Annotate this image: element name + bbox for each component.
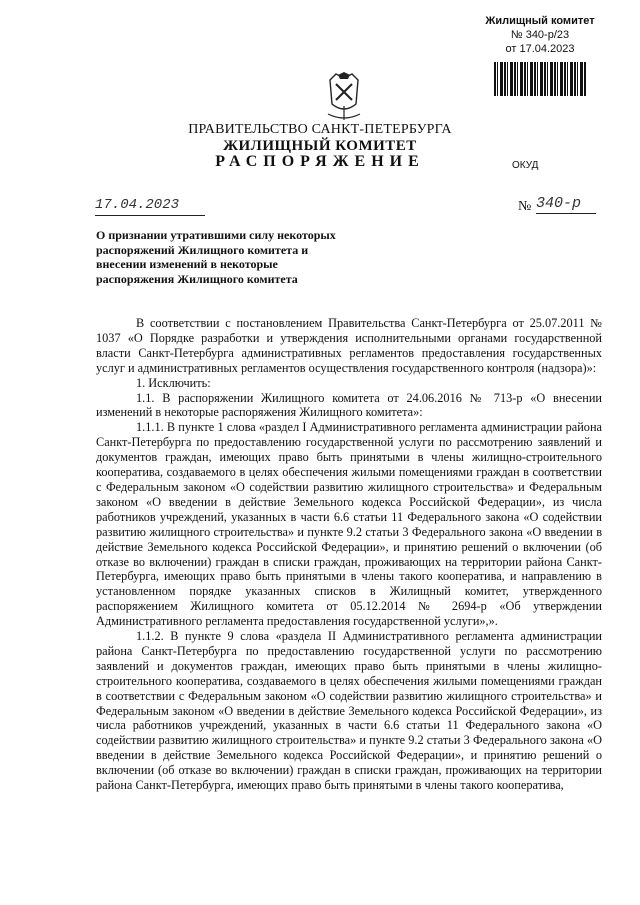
committee-heading: ЖИЛИЩНЫЙ КОМИТЕТ	[223, 138, 417, 154]
document-title: О признании утратившими силу некоторых распоряжений Жилищного комитета и внесении изменений в некоторые распоряжения Жилищного комитета	[96, 228, 336, 286]
coat-of-arms-emblem	[322, 70, 366, 124]
barcode	[494, 62, 586, 96]
document-type-heading: РАСПОРЯЖЕНИЕ	[215, 153, 425, 170]
item-1: 1. Исключить:	[136, 375, 211, 390]
number-label: №	[518, 199, 532, 214]
document-date: 17.04.2023	[95, 197, 205, 216]
okud-label: ОКУД	[512, 160, 539, 171]
stamp-number: № 340-р/23	[510, 29, 570, 41]
government-heading: ПРАВИТЕЛЬСТВО САНКТ-ПЕТЕРБУРГА	[188, 122, 452, 137]
item-1-1-2: 1.1.2. В пункте 9 слова «раздела II Административного регламента администрации района Санкт-Петербурга по предоставлению государственной услуги по рассмотрению заявлений и документов граждан, имеющих право быть принятыми в члены жилищно-строительного кооператива, создаваемого в целях обеспечения жилыми помещениями граждан в соответствии с Федеральным законом «О содействии развитию жилищного строительства» и Федеральным законом «О введении в действие Земельного кодекса Российской Федерации», из числа работников учреждений, указанных в части 6.6 статьи 11 Федерального закона «О содействии развитию жилищного строительства» и пункте 9.2 статьи 3 Федерального закона «О введении в действие Земельного кодекса Российской Федерации», и принятию решений о включении (об отказе во включении) граждан в списки граждан, проживающих на территории района Санкт-Петербурга, имеющих право быть принятыми в члены такого кооператива,	[96, 629, 602, 793]
stamp-date: от 17.04.2023	[505, 43, 575, 55]
document-body	[96, 316, 602, 793]
document-number: 340-р	[536, 195, 596, 214]
item-1-1-1: 1.1.1. В пункте 1 слова «раздел I Административного регламента администрации района Санкт-Петербурга по предоставлению государственной услуги по рассмотрению заявлений и документов граждан, имеющих право быть принятыми в члены жилищно-строительного кооператива, создаваемого в целях обеспечения жилыми помещениями граждан в соответствии с Федеральным законом «О содействии развитию жилищного строительства» и Федеральным законом «О введении в действие Земельного кодекса Российской Федерации», из числа работников учреждений, указанных в части 6.6 статьи 11 Федерального закона «О содействии развитию жилищного строительства» и пункте 9.2 статьи 3 Федерального закона «О введении в действие Земельного кодекса Российской Федерации», и принятию решений о включении (об отказе во включении) граждан в списки граждан, проживающих на территории района Санкт-Петербурга, имеющих право быть принятыми в члены такого кооператива, и направлению в установленном порядке указанных списков в Жилищный комитет, утвержденного распоряжением Жилищного комитета от 05.12.2014 № 2694-р «Об утверждении Административного регламента предоставления государственной услуги»,».	[96, 420, 602, 629]
registration-stamp	[480, 14, 600, 56]
item-1-1: 1.1. В распоряжении Жилищного комитета от 24.06.2016 № 713-р «О внесении изменений в некоторые распоряжения Жилищного комитета»:	[96, 390, 602, 420]
preamble-paragraph: В соответствии с постановлением Правительства Санкт-Петербурга от 25.07.2011 № 1037 «О Порядке разработки и утверждения исполнительными органами государственной власти Санкт-Петербурга административных регламентов предоставления государственных услуг и административных регламентов осуществления государственного контроля (надзора)»:	[96, 316, 602, 375]
stamp-org: Жилищный комитет	[485, 15, 595, 27]
